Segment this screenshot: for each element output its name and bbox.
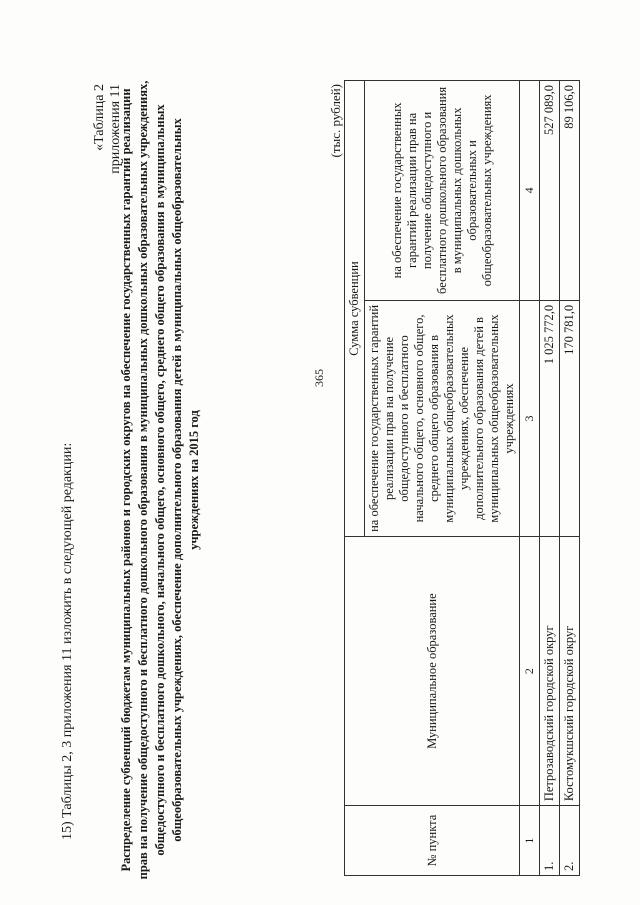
unit-label: (тыс. рублей) xyxy=(328,84,343,158)
row-num: 2. xyxy=(560,806,580,876)
index-cell: 2 xyxy=(520,537,540,806)
header-s2: на обеспечение государственных гарантий реализации прав на получение общедоступного и бесплатного дошкольного образования в муниципальных дошкольных образовательных и общеобразовательных учреждениях xyxy=(365,81,520,301)
document-title: Распределение субвенций бюджетам муниципальных районов и городских округов на обеспечение государственных гарантий реализации прав на получение общедоступного и бесплатного дошкольного образования в муниципальных дошкольных образовательных учреждениях, общедоступного и бесплатного дошкольного, начального общего, основного общего, среднего общего образования в муниципальных общеобразовательных учреждениях, обеспечение дополнительного образования детей в муниципальных общеобразовательных учреждениях на 2015 год xyxy=(119,80,201,880)
index-cell: 4 xyxy=(520,81,540,301)
intro-text: 15) Таблицы 2, 3 приложения 11 изложить в следующей редакции: xyxy=(60,442,75,840)
row-s2: 89 106,0 xyxy=(560,81,580,301)
header-sum: Сумма субвенции xyxy=(345,81,365,537)
subvention-table xyxy=(344,80,580,876)
row-name: Петрозаводский городской округ xyxy=(540,537,560,806)
row-num: 1. xyxy=(540,806,560,876)
table-ref-line-2: приложения 11 xyxy=(108,84,123,174)
table-ref-line-1: «Таблица 2 xyxy=(92,84,107,151)
page-number: 365 xyxy=(312,369,326,387)
rotated-content xyxy=(50,80,590,880)
index-row xyxy=(520,81,540,876)
row-s1: 170 781,0 xyxy=(560,300,580,536)
row-s2: 527 089,0 xyxy=(540,81,560,301)
index-cell: 3 xyxy=(520,300,540,536)
header-s1: на обеспечение государственных гарантий реализации прав на получение общедоступного и бесплатного начального общего, основного общего, среднего общего образования в муниципальных общеобразовательных учреждениях, обеспечение дополнительного образования детей в муниципальных общеобразовательных учреждениях xyxy=(365,300,520,536)
row-name: Костомукшский городской округ xyxy=(560,537,580,806)
header-row xyxy=(345,81,365,876)
table-row xyxy=(560,81,580,876)
index-cell: 1 xyxy=(520,806,540,876)
header-name: Муниципальное образование xyxy=(345,537,520,806)
table-row xyxy=(540,81,560,876)
row-s1: 1 025 772,0 xyxy=(540,300,560,536)
header-num: № пункта xyxy=(345,806,520,876)
